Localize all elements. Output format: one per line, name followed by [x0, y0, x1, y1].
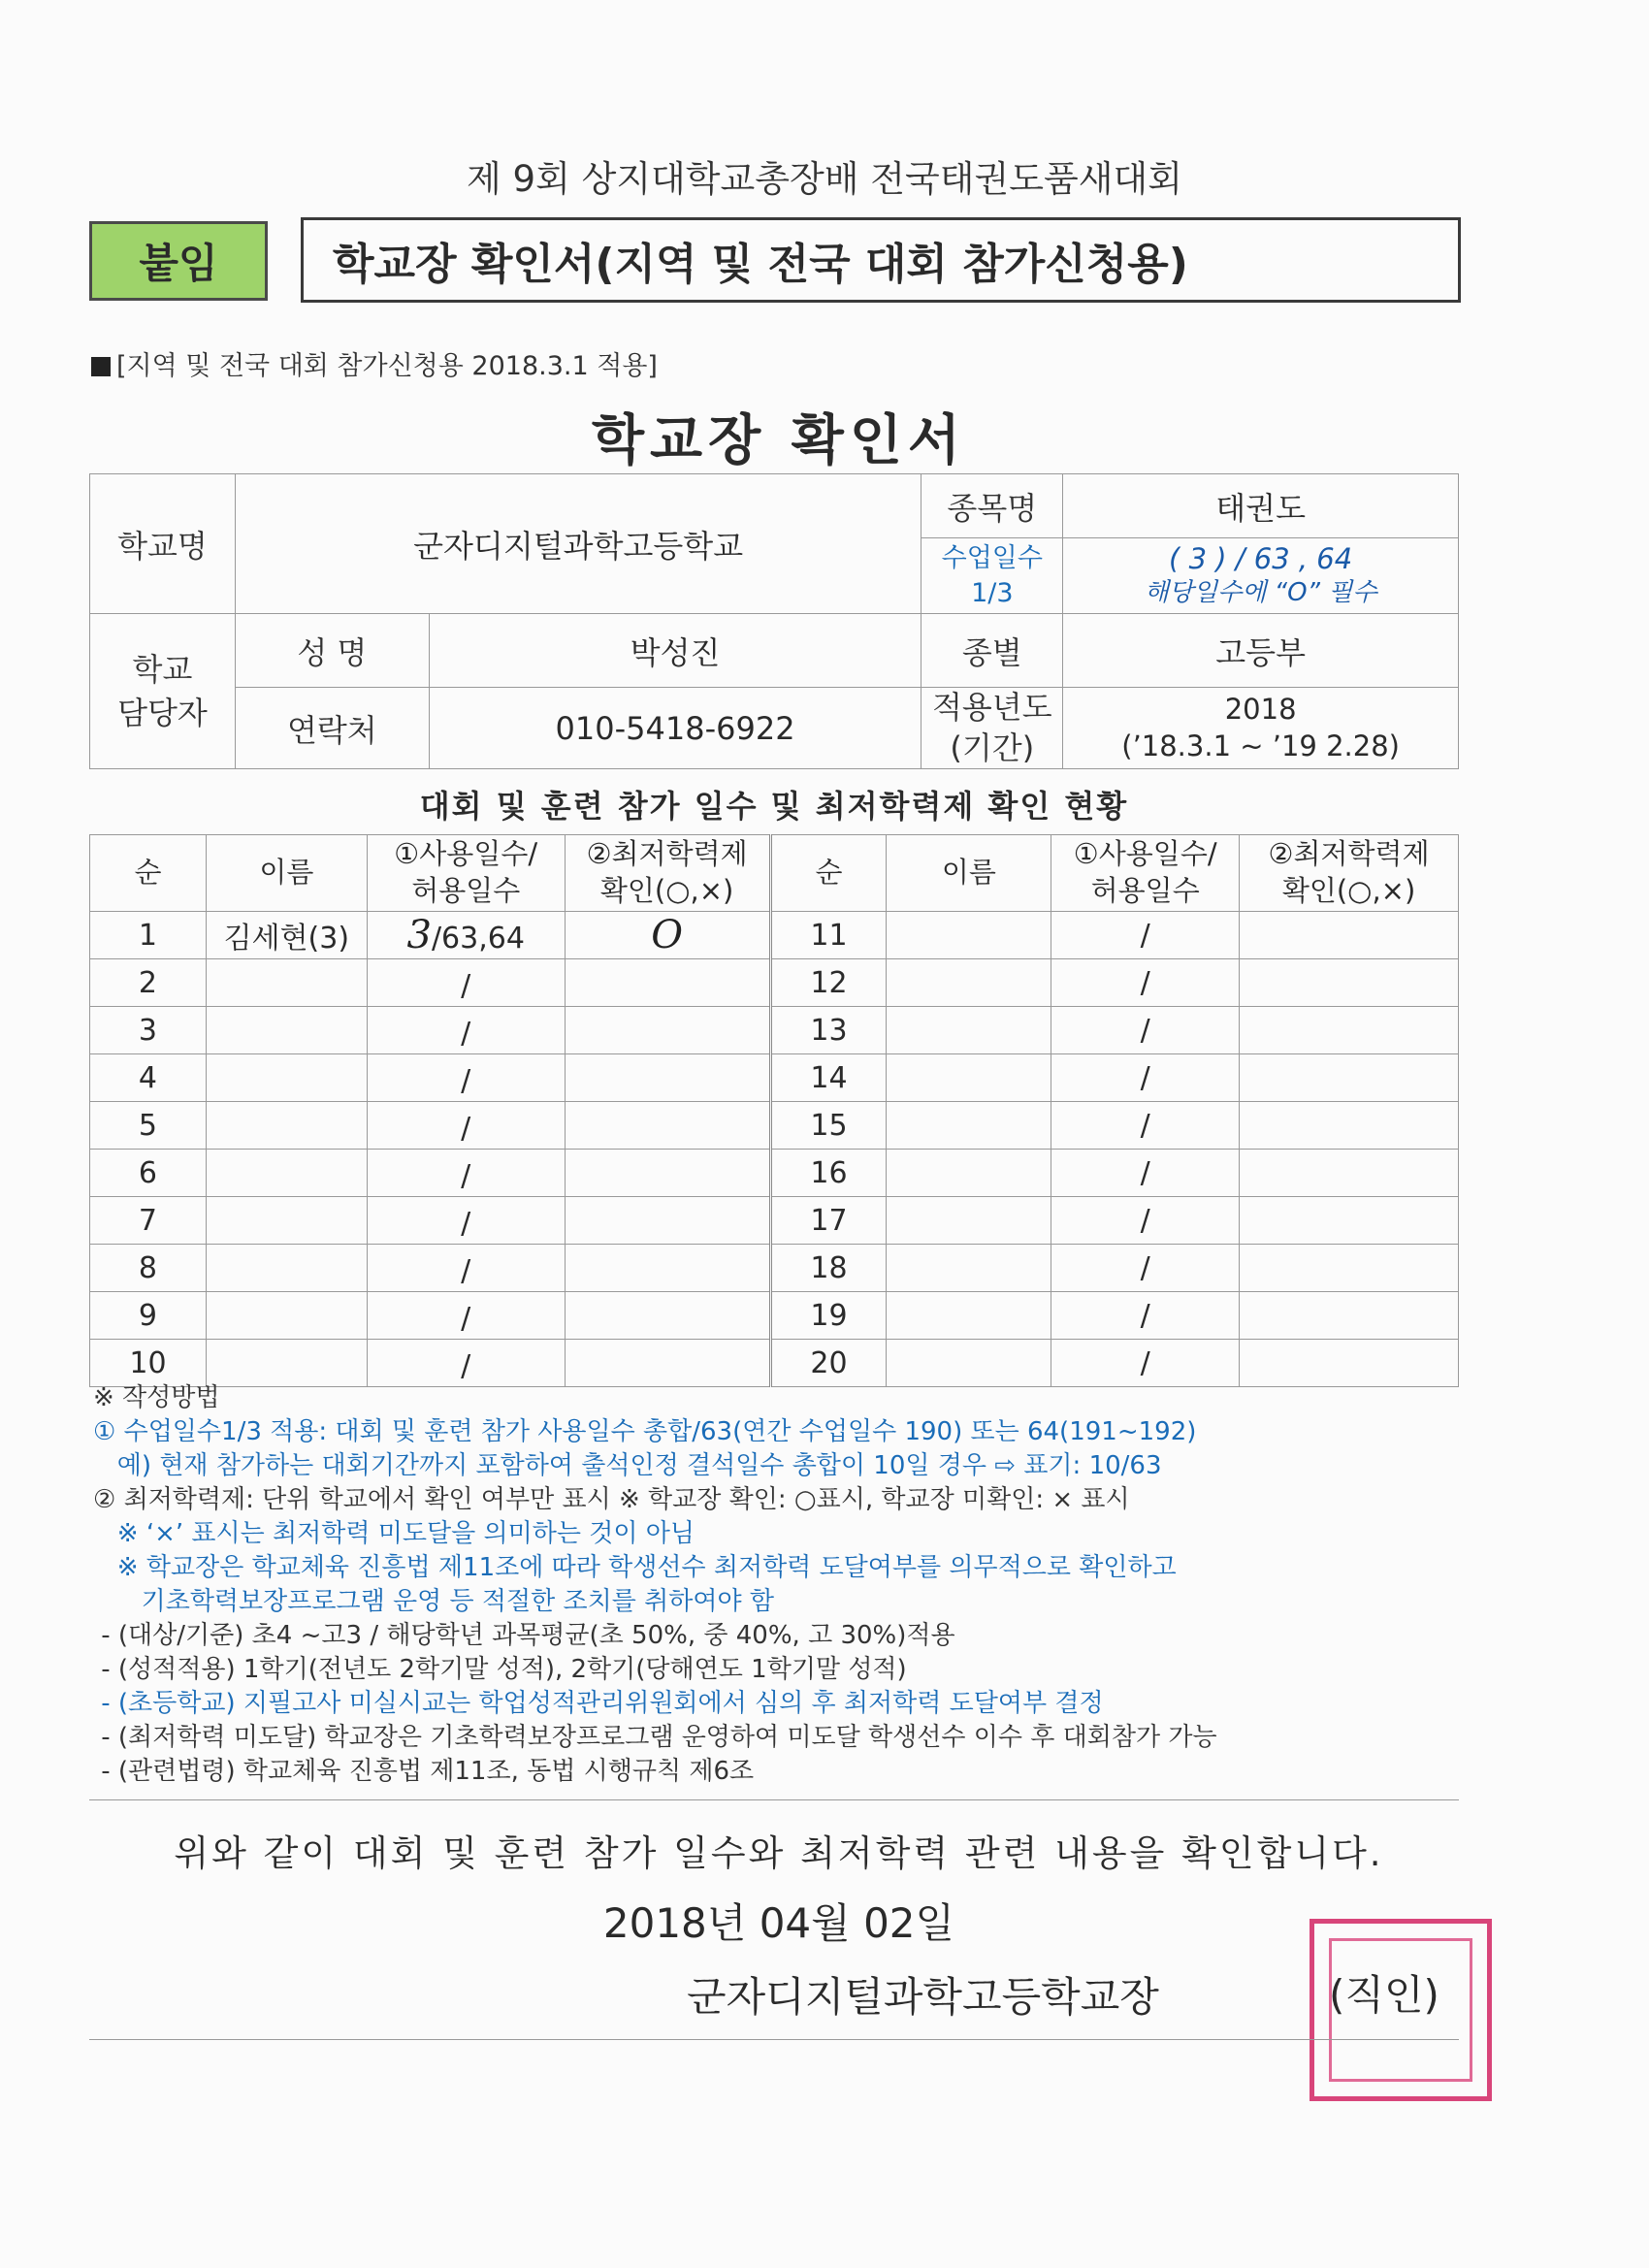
days-suffix: /63,64: [431, 922, 525, 956]
row-no-right: 12: [770, 959, 887, 1007]
row-days: [367, 1007, 565, 1054]
row-check-right: [1240, 1197, 1459, 1245]
row-check-right: [1240, 1340, 1459, 1387]
days-entry: [461, 1064, 470, 1098]
table-row: [90, 1197, 1459, 1245]
row-name-right: [887, 1340, 1051, 1387]
row-check-right: [1240, 1102, 1459, 1150]
row-no-right: 14: [770, 1054, 887, 1102]
row-name-right: [887, 959, 1051, 1007]
row-check: [565, 1245, 770, 1292]
row-name-right: [887, 1054, 1051, 1102]
table-row: [90, 1292, 1459, 1340]
table-header-row: [90, 835, 1459, 912]
row-days: [367, 1054, 565, 1102]
row-name-right: [887, 912, 1051, 959]
col-min-line1: ②최저학력제: [586, 837, 748, 871]
school-name: 군자디지털과학고등학교: [235, 474, 921, 614]
row-no: 9: [90, 1292, 207, 1340]
table-row: [90, 1054, 1459, 1102]
col-days-right: [1051, 835, 1240, 912]
days-label: [922, 538, 1063, 614]
division-value: 고등부: [1063, 614, 1459, 688]
row-name-right: [887, 1292, 1051, 1340]
manager-label-line2: 담당자: [117, 694, 208, 731]
note-line: - (최저학력 미도달) 학교장은 기초학력보장프로그램 운영하여 미도달 학생선수 이수 후 대회참가 가능: [93, 1723, 1217, 1752]
row-days-right: /: [1051, 1245, 1240, 1292]
seal-label: (직인): [1329, 1971, 1439, 2019]
row-name-right: [887, 1197, 1051, 1245]
bottom-divider: [89, 2039, 1459, 2040]
row-check: [565, 1197, 770, 1245]
row-check: [565, 1292, 770, 1340]
row-name: [206, 1197, 367, 1245]
row-no-right: 17: [770, 1197, 887, 1245]
note-line: ※ ‘×’ 표시는 최저학력 미도달을 의미하는 것이 아님: [93, 1519, 695, 1548]
col-min-line2: 확인(○,×): [599, 874, 734, 907]
event-title: 제 9회 상지대학교총장배 전국태권도품새대회: [467, 158, 1182, 200]
row-name-right: [887, 1245, 1051, 1292]
confirmation-text: 위와 같이 대회 및 훈련 참가 일수와 최저학력 관련 내용을 확인합니다.: [174, 1832, 1384, 1874]
row-no-right: 18: [770, 1245, 887, 1292]
days-entry: [461, 1159, 470, 1193]
row-days: [367, 959, 565, 1007]
row-days-right: /: [1051, 1150, 1240, 1197]
row-check-right: [1240, 1245, 1459, 1292]
row-check-right: [1240, 1007, 1459, 1054]
info-table: [89, 473, 1459, 769]
row-name-right: [887, 1150, 1051, 1197]
col-days-right-line1: ①사용일수/: [1073, 837, 1217, 871]
event-value: 태권도: [1063, 474, 1459, 538]
days-label-line1: 수업일수: [941, 543, 1043, 574]
col-min-right-line2: 확인(○,×): [1281, 874, 1416, 907]
issue-date: 2018년 04월 02일: [602, 1899, 955, 1947]
col-no-right: 순: [770, 835, 887, 912]
row-check-right: [1240, 1292, 1459, 1340]
row-no: 6: [90, 1150, 207, 1197]
row-name: [206, 1054, 367, 1102]
col-min-right: [1240, 835, 1459, 912]
row-name: [206, 1245, 367, 1292]
note-line: - (초등학교) 지필고사 미실시교는 학업성적관리위원회에서 심의 후 최저학력 도달여부 결정: [93, 1689, 1104, 1718]
row-check: [565, 1340, 770, 1387]
row-days: [367, 1340, 565, 1387]
days-value: ( 3 ) / 63 , 64: [1169, 541, 1353, 575]
row-days: [367, 1150, 565, 1197]
contact-value: 010-5418-6922: [429, 688, 922, 769]
name-label: 성 명: [235, 614, 429, 688]
section-title: 대회 및 훈련 참가 일수 및 최저학력제 확인 현황: [419, 788, 1129, 825]
note-line: ※ 학교장은 학교체육 진흥법 제11조에 따라 학생선수 최저학력 도달여부를 의무적으로 확인하고: [93, 1553, 1177, 1582]
row-no: 10: [90, 1340, 207, 1387]
year-value-cell: [1063, 688, 1459, 769]
col-no: 순: [90, 835, 207, 912]
page-title: 학교장 확인서: [591, 409, 967, 472]
row-check-right: [1240, 1054, 1459, 1102]
row-days-right: /: [1051, 959, 1240, 1007]
days-entry: [461, 1349, 470, 1383]
period-value: (’18.3.1 ~ ’19 2.28): [1121, 729, 1400, 762]
days-note: 해당일수에 “O” 필수: [1144, 578, 1377, 608]
row-name-right: [887, 1007, 1051, 1054]
manager-label-line1: 학교: [132, 650, 193, 688]
year-label-line2: (기간): [950, 729, 1035, 766]
days-suffix: /: [461, 969, 471, 1003]
attachment-label: 붙임: [89, 221, 268, 301]
name-value: 박성진: [429, 614, 922, 688]
row-days-right: /: [1051, 1292, 1240, 1340]
row-no-right: 11: [770, 912, 887, 959]
col-min-right-line1: ②최저학력제: [1268, 837, 1430, 871]
handwritten-days: 3: [406, 913, 432, 957]
row-days: [367, 1197, 565, 1245]
subnote-text: [지역 및 전국 대회 참가신청용 2018.3.1 적용]: [116, 351, 658, 381]
row-name: [206, 959, 367, 1007]
table-row: [90, 1245, 1459, 1292]
row-check: [565, 959, 770, 1007]
row-no: 4: [90, 1054, 207, 1102]
participation-table: [89, 834, 1459, 1387]
row-no: 8: [90, 1245, 207, 1292]
header-title: 학교장 확인서(지역 및 전국 대회 참가신청용): [301, 217, 1461, 303]
row-name: [206, 1340, 367, 1387]
row-no: 3: [90, 1007, 207, 1054]
days-suffix: /: [461, 1254, 471, 1288]
year-label: [922, 688, 1063, 769]
days-entry: [461, 1254, 470, 1288]
note-line: - (관련법령) 학교체육 진흥법 제11조, 동법 시행규칙 제6조: [93, 1757, 755, 1786]
row-no-right: 19: [770, 1292, 887, 1340]
row-check: [565, 912, 770, 959]
row-name-right: [887, 1102, 1051, 1150]
days-suffix: /: [461, 1112, 471, 1146]
col-days: [367, 835, 565, 912]
days-suffix: /: [461, 1017, 471, 1051]
manager-label: [90, 614, 236, 769]
note-line: - (대상/기준) 초4 ~고3 / 해당학년 과목평균(초 50%, 중 40%, 고 30%)적용: [93, 1621, 955, 1650]
row-check-right: [1240, 912, 1459, 959]
school-label: 학교명: [90, 474, 236, 614]
row-no: 7: [90, 1197, 207, 1245]
row-check: [565, 1150, 770, 1197]
table-row: [90, 1150, 1459, 1197]
days-entry: [461, 1017, 470, 1051]
table-row: [90, 1102, 1459, 1150]
note-line: ② 최저학력제: 단위 학교에서 확인 여부만 표시 ※ 학교장 확인: ○표시, 학교장 미확인: × 표시: [93, 1485, 1130, 1514]
row-name: [206, 1007, 367, 1054]
days-entry: [461, 1302, 470, 1336]
col-days-line1: ①사용일수/: [394, 837, 538, 871]
row-no: 2: [90, 959, 207, 1007]
contact-label: 연락처: [235, 688, 429, 769]
row-check: [565, 1007, 770, 1054]
row-days-right: /: [1051, 1102, 1240, 1150]
row-name: [206, 1102, 367, 1150]
col-days-line2: 허용일수: [411, 874, 521, 907]
row-name: 김세현(3): [206, 912, 367, 959]
handwritten-check: O: [651, 913, 683, 957]
row-days-right: /: [1051, 1340, 1240, 1387]
principal-name: 군자디지털과학고등학교장: [687, 1973, 1159, 2021]
note-line: - (성적적용) 1학기(전년도 2학기말 성적), 2학기(당해연도 1학기말 성적): [93, 1655, 907, 1684]
subnote: [91, 344, 658, 382]
note-line: ① 수업일수1/3 적용: 대회 및 훈련 참가 사용일수 총합/63(연간 수업일수 190) 또는 64(191~192): [93, 1417, 1197, 1446]
note-line: 기초학력보장프로그램 운영 등 적절한 조치를 취하여야 함: [93, 1587, 774, 1616]
row-days-right: /: [1051, 1197, 1240, 1245]
days-label-line2: 1/3: [971, 577, 1014, 608]
days-suffix: /: [461, 1159, 471, 1193]
days-entry: [461, 969, 470, 1003]
days-entry: [406, 913, 525, 957]
square-bullet-icon: [91, 357, 111, 376]
days-suffix: /: [461, 1207, 471, 1241]
row-days: [367, 1292, 565, 1340]
row-days: [367, 1102, 565, 1150]
row-days: [367, 912, 565, 959]
days-value-cell: [1063, 538, 1459, 614]
table-row: [90, 1340, 1459, 1387]
row-check: [565, 1054, 770, 1102]
table-row: [90, 912, 1459, 959]
row-name: [206, 1150, 367, 1197]
days-suffix: /: [461, 1064, 471, 1098]
row-no-right: 20: [770, 1340, 887, 1387]
row-no-right: 15: [770, 1102, 887, 1150]
days-suffix: /: [461, 1349, 471, 1383]
table-row: [90, 959, 1459, 1007]
note-line: ※ 작성방법: [93, 1383, 220, 1412]
col-days-right-line2: 허용일수: [1090, 874, 1200, 907]
days-entry: [461, 1112, 470, 1146]
row-name: [206, 1292, 367, 1340]
row-check-right: [1240, 1150, 1459, 1197]
divider: [89, 1799, 1459, 1800]
table-row: [90, 1007, 1459, 1054]
days-entry: [461, 1207, 470, 1241]
row-no: 1: [90, 912, 207, 959]
division-label: 종별: [922, 614, 1063, 688]
instructions: [93, 1381, 1471, 1789]
row-check-right: [1240, 959, 1459, 1007]
row-days: [367, 1245, 565, 1292]
col-min: [565, 835, 770, 912]
row-days-right: /: [1051, 912, 1240, 959]
row-no: 5: [90, 1102, 207, 1150]
row-check: [565, 1102, 770, 1150]
days-suffix: /: [461, 1302, 471, 1336]
row-days-right: /: [1051, 1007, 1240, 1054]
col-name-right: 이름: [887, 835, 1051, 912]
row-no-right: 13: [770, 1007, 887, 1054]
row-no-right: 16: [770, 1150, 887, 1197]
row-days-right: /: [1051, 1054, 1240, 1102]
note-line: 예) 현재 참가하는 대회기간까지 포함하여 출석인정 결석일수 총합이 10일 경우 ⇨ 표기: 10/63: [93, 1451, 1162, 1480]
year-label-line1: 적용년도: [931, 689, 1052, 726]
year-value: 2018: [1224, 692, 1297, 726]
col-name: 이름: [206, 835, 367, 912]
event-label: 종목명: [922, 474, 1063, 538]
